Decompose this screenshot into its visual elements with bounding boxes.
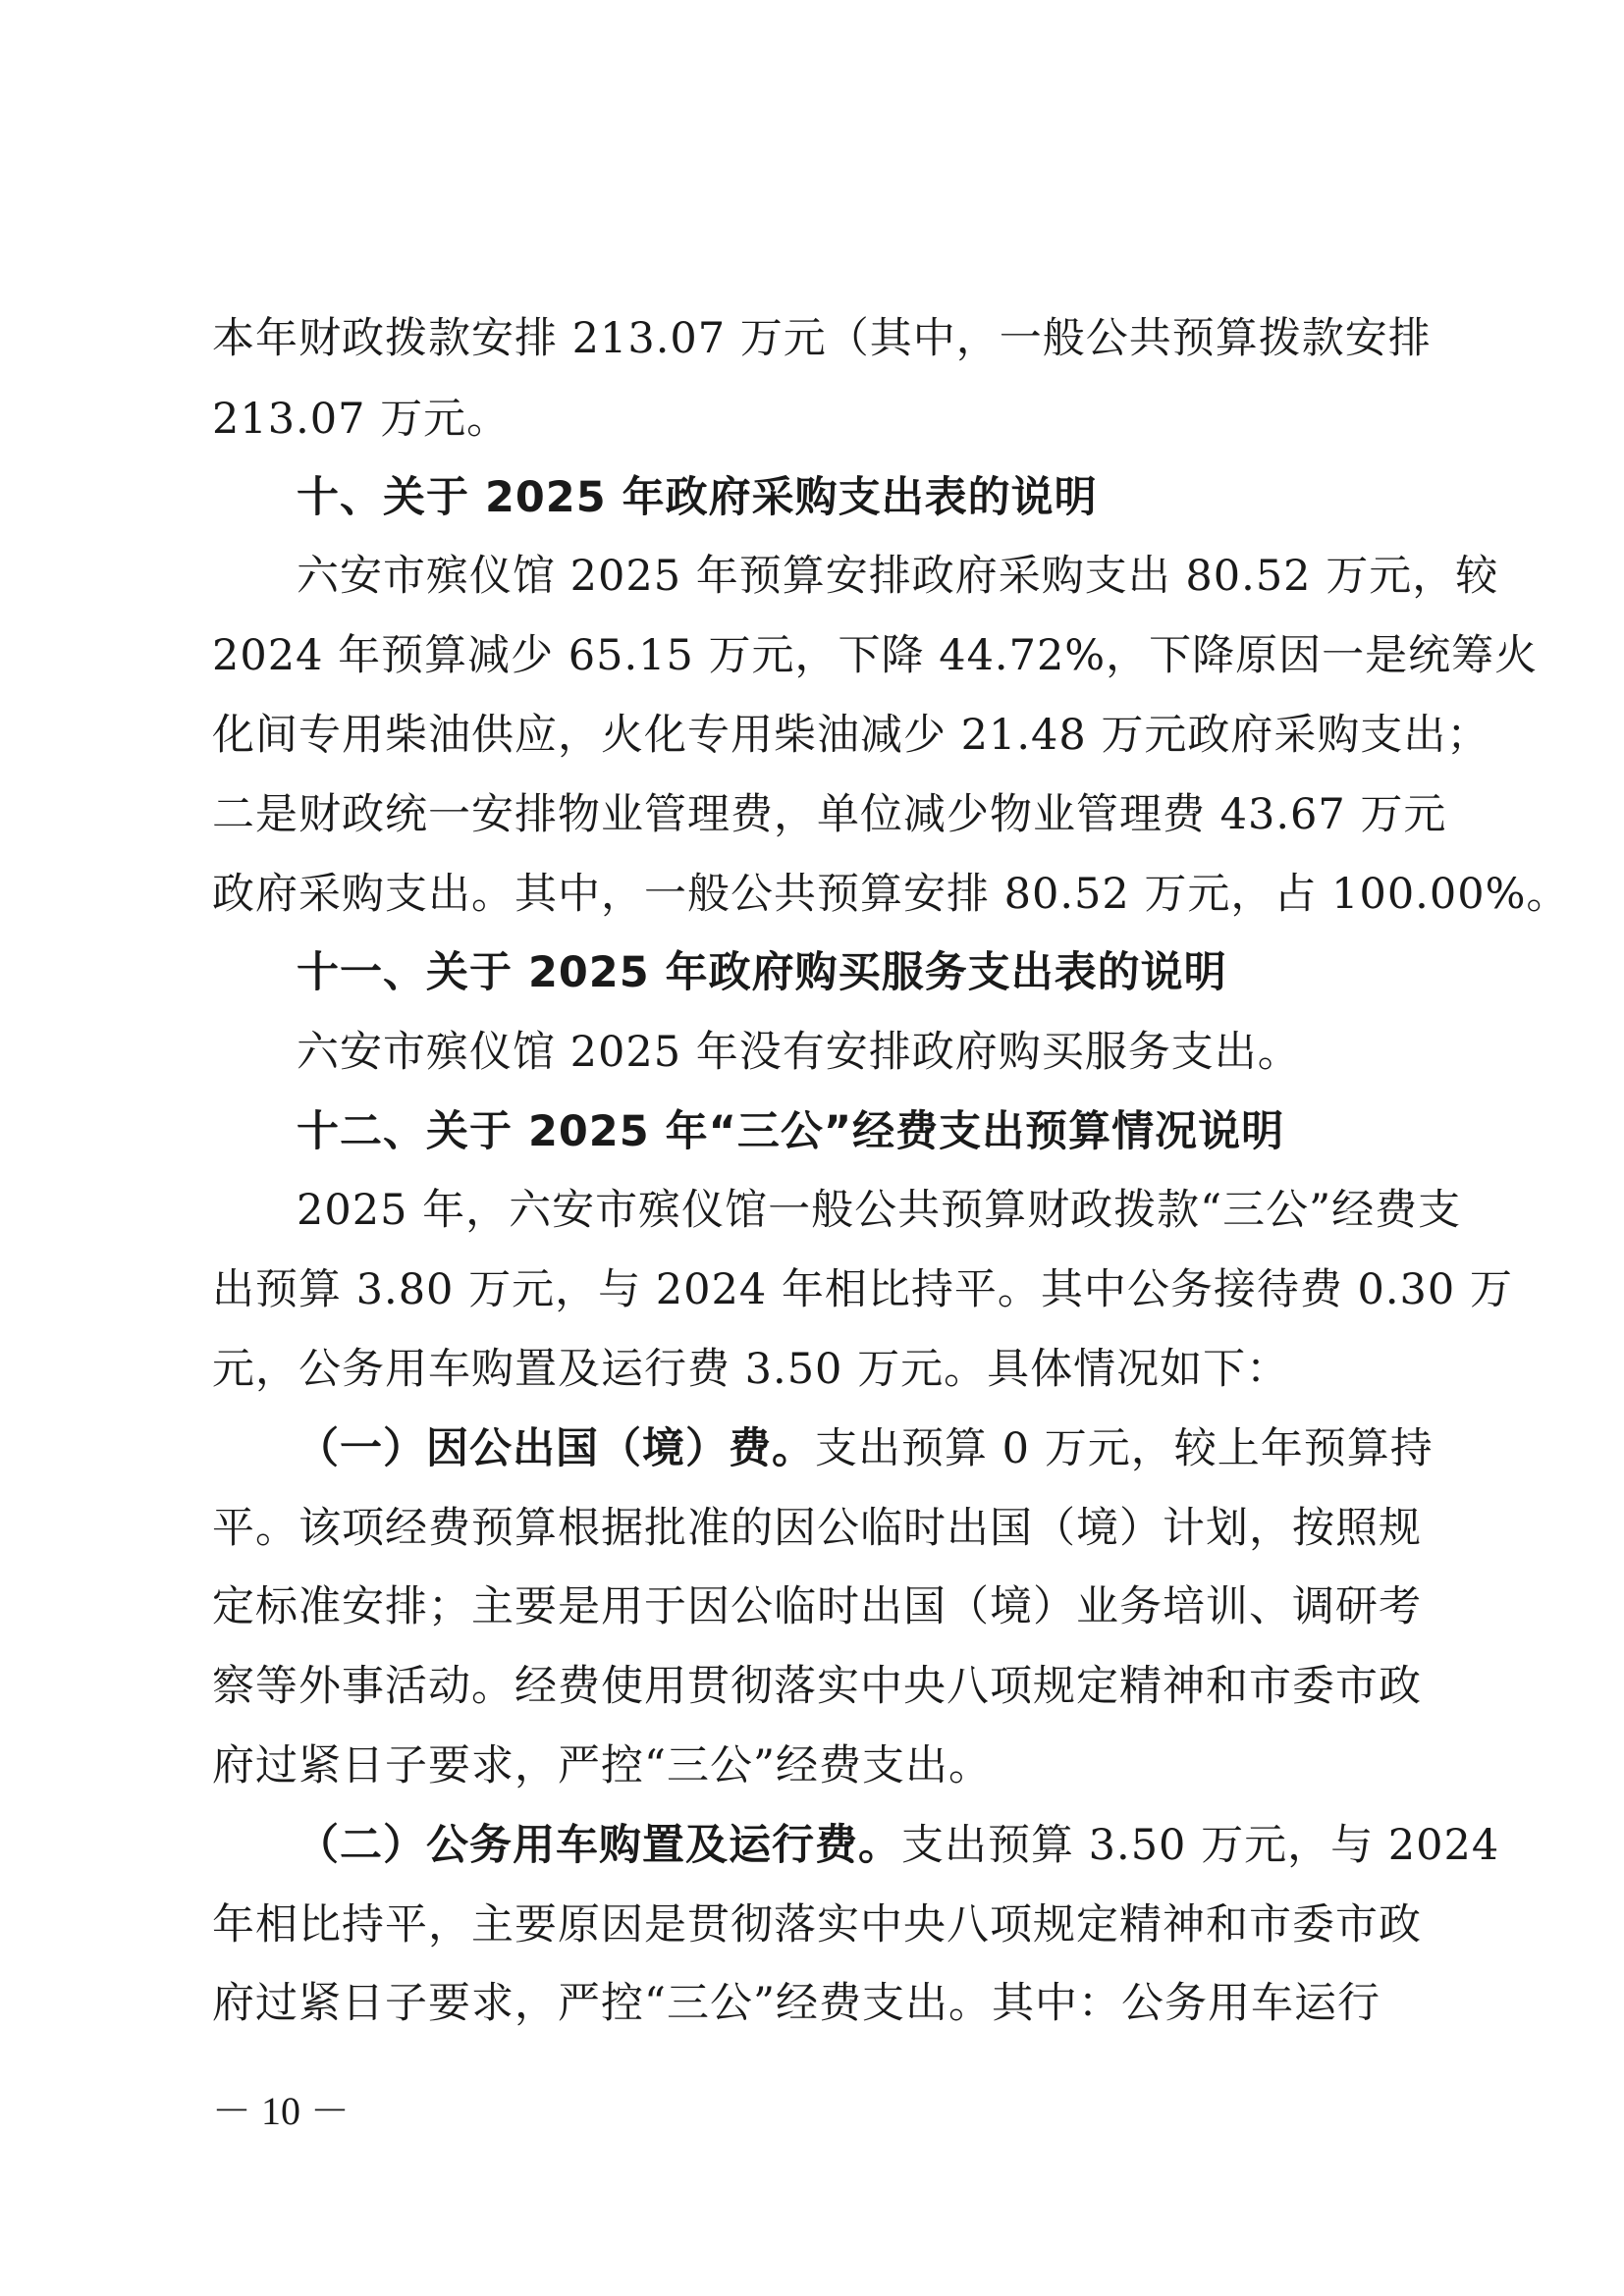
paragraph-line: 政府采购支出。其中，一般公共预算安排 80.52 万元，占 100.00%。 — [212, 870, 1570, 919]
item-1-text: 支出预算 0 万元，较上年预算持 — [815, 1424, 1434, 1473]
section-heading-12: 十二、关于 2025 年“三公”经费支出预算情况说明 — [297, 1107, 1285, 1156]
paragraph-line: 化间专用柴油供应，火化专用柴油减少 21.48 万元政府采购支出； — [212, 711, 1490, 760]
paragraph-line: 2025 年，六安市殡仪馆一般公共预算财政拨款“三公”经费支 — [297, 1186, 1462, 1235]
paragraph-line: 213.07 万元。 — [212, 395, 511, 444]
paragraph-line: 定标准安排；主要是用于因公临时出国（境）业务培训、调研考 — [212, 1582, 1422, 1631]
section-heading-11: 十一、关于 2025 年政府购买服务支出表的说明 — [297, 948, 1227, 997]
paragraph-line: 本年财政拨款安排 213.07 万元（其中，一般公共预算拨款安排 — [212, 314, 1432, 363]
paragraph-line: 元，公务用车购置及运行费 3.50 万元。具体情况如下： — [212, 1345, 1290, 1394]
paragraph-line: 2024 年预算减少 65.15 万元，下降 44.72%，下降原因一是统筹火 — [212, 631, 1539, 680]
item-2-text: 支出预算 3.50 万元，与 2024 — [901, 1821, 1500, 1870]
paragraph-line: 平。该项经费预算根据批准的因公临时出国（境）计划，按照规 — [212, 1504, 1422, 1553]
paragraph-line: 出预算 3.80 万元，与 2024 年相比持平。其中公务接待费 0.30 万 — [212, 1265, 1513, 1314]
paragraph-line: 府过紧日子要求，严控“三公”经费支出。其中：公务用车运行 — [212, 1979, 1380, 2028]
item-1-line — [297, 1415, 1434, 1483]
paragraph-line: 六安市殡仪馆 2025 年预算安排政府采购支出 80.52 万元，较 — [297, 552, 1499, 601]
item-2-line — [297, 1811, 1500, 1880]
paragraph-line: 察等外事活动。经费使用贯彻落实中央八项规定精神和市委市政 — [212, 1662, 1422, 1711]
paragraph-line: 年相比持平，主要原因是贯彻落实中央八项规定精神和市委市政 — [212, 1900, 1422, 1949]
paragraph-line: 六安市殡仪馆 2025 年没有安排政府购买服务支出。 — [297, 1028, 1301, 1077]
page-number: － 10 － — [212, 2089, 350, 2133]
item-2-title: （二）公务用车购置及运行费。 — [297, 1821, 901, 1870]
item-1-title: （一）因公出国（境）费。 — [297, 1424, 815, 1473]
paragraph-line: 府过紧日子要求，严控“三公”经费支出。 — [212, 1741, 992, 1790]
paragraph-line: 二是财政统一安排物业管理费，单位减少物业管理费 43.67 万元 — [212, 790, 1447, 839]
section-heading-10: 十、关于 2025 年政府采购支出表的说明 — [297, 473, 1098, 522]
